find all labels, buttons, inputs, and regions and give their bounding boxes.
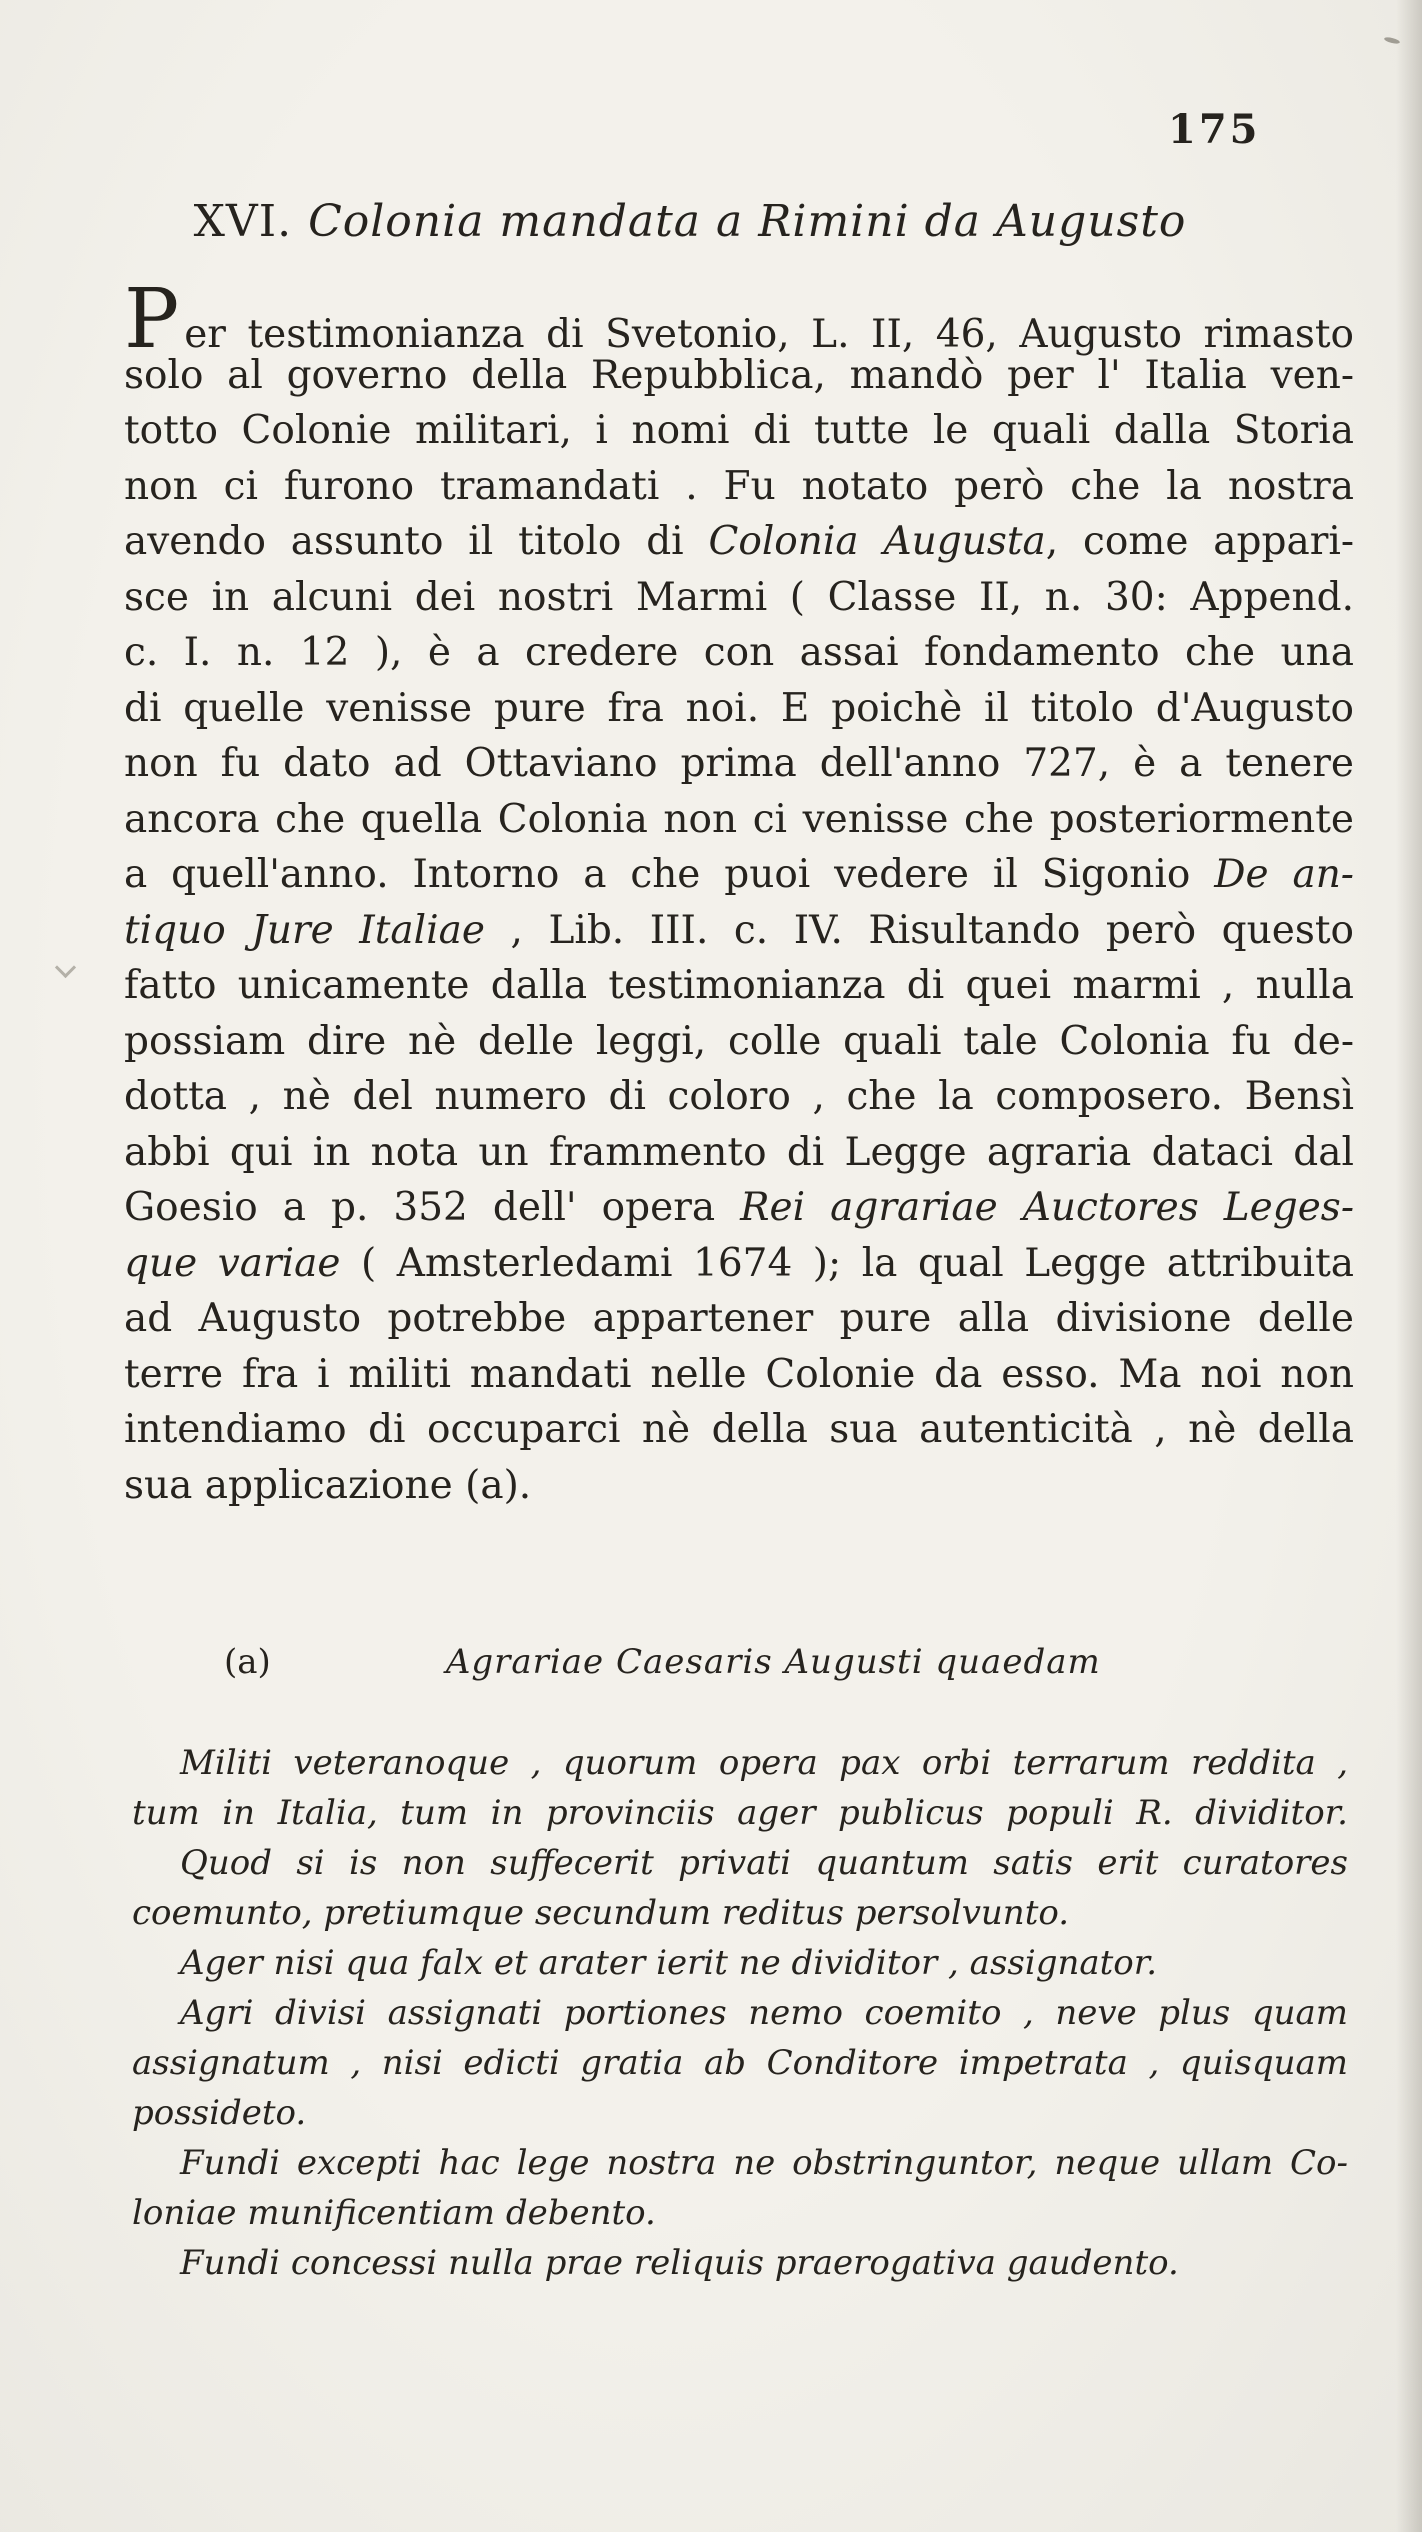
footnote-heading bbox=[124, 1642, 1354, 1682]
text-line: non ci furono tramandati . Fu notato però che la nostra bbox=[124, 463, 1354, 509]
text-line: Quod si is non suffecerit privati quantum satis erit curatores bbox=[180, 1843, 1348, 1883]
text-line: tum in Italia, tum in provinciis ager publicus populi R. dividitor. bbox=[132, 1793, 1348, 1833]
text-line: dotta , nè del numero di coloro , che la composero. Bensì bbox=[124, 1074, 1354, 1119]
chapter-title: Colonia mandata a Rimini da Augusto bbox=[308, 196, 1187, 247]
text-line: assignatum , nisi edicti gratia ab Conditore impetrata , quisquam bbox=[132, 2043, 1348, 2083]
text-line: solo al governo della Repubblica, mandò per l' Italia ven- bbox=[124, 352, 1354, 398]
chapter-heading bbox=[100, 196, 1280, 247]
text-line: intendiamo di occuparci nè della sua autenticità , nè della bbox=[124, 1407, 1354, 1452]
footnote-label: (a) bbox=[224, 1642, 271, 1682]
text-line: que variae ( Amsterledami 1674 ); la qual Legge attribuita bbox=[124, 1240, 1354, 1286]
text-line: totto Colonie militari, i nomi di tutte le quali dalla Storia bbox=[124, 408, 1354, 453]
body-text bbox=[124, 272, 1355, 1513]
text-line: possiam dire nè delle leggi, colle quali tale Colonia fu de- bbox=[124, 1018, 1354, 1064]
text-line: Fundi concessi nulla prae reliquis praerogativa gaudento. bbox=[180, 2243, 1179, 2283]
text-line: sua applicazione (a). bbox=[124, 1462, 532, 1508]
text-line: terre fra i militi mandati nelle Colonie da esso. Ma noi non bbox=[124, 1351, 1354, 1397]
scan-artifact bbox=[1384, 36, 1401, 45]
raised-initial-cap: P bbox=[124, 272, 180, 367]
text-line: Ager nisi qua falx et arater ierit ne dividitor , assignator. bbox=[180, 1943, 1158, 1983]
text-line: Agri divisi assignati portiones nemo coemito , neve plus quam bbox=[180, 1993, 1348, 2033]
text-line: a quell'anno. Intorno a che puoi vedere il Sigonio De an- bbox=[124, 852, 1354, 897]
footnote-title: Agrariae Caesaris Augusti quaedam bbox=[445, 1642, 1101, 1682]
text-line: Per testimonianza di Svetonio, L. II, 46, Augusto rimasto bbox=[124, 272, 1354, 367]
text-line: ad Augusto potrebbe appartener pure alla divisione delle bbox=[124, 1296, 1354, 1341]
text-line: tiquo Jure Italiae , Lib. III. c. IV. Risultando però questo bbox=[124, 907, 1354, 953]
text-line: Militi veteranoque , quorum opera pax orbi terrarum reddita , bbox=[180, 1743, 1348, 1783]
text-line: coemunto, pretiumque secundum reditus persolvunto. bbox=[132, 1893, 1070, 1933]
text-line: Fundi excepti hac lege nostra ne obstringuntor, neque ullam Co- bbox=[180, 2143, 1348, 2183]
footnote-text bbox=[132, 1738, 1348, 2288]
page-number: 175 bbox=[1168, 106, 1261, 153]
text-line: abbi qui in nota un frammento di Legge agraria dataci dal bbox=[124, 1129, 1354, 1175]
text-line: loniae munificentiam debento. bbox=[132, 2193, 656, 2233]
scan-artifact bbox=[55, 957, 76, 978]
text-line: avendo assunto il titolo di Colonia Augusta, come appari- bbox=[124, 519, 1354, 564]
chapter-numeral: XVI. bbox=[193, 196, 293, 247]
text-line: possideto. bbox=[132, 2093, 307, 2133]
text-line: ancora che quella Colonia non ci venisse che posteriormente bbox=[124, 796, 1354, 842]
text-line: sce in alcuni dei nostri Marmi ( Classe II, n. 30: Append. bbox=[124, 574, 1354, 620]
text-line: non fu dato ad Ottaviano prima dell'anno 727, è a tenere bbox=[124, 741, 1354, 786]
text-line: c. I. n. 12 ), è a credere con assai fondamento che una bbox=[124, 630, 1354, 675]
text-line: di quelle venisse pure fra noi. E poichè il titolo d'Augusto bbox=[124, 685, 1354, 731]
text-line: fatto unicamente dalla testimonianza di quei marmi , nulla bbox=[124, 963, 1354, 1008]
text-line: Goesio a p. 352 dell' opera Rei agrariae Auctores Leges- bbox=[124, 1185, 1355, 1230]
